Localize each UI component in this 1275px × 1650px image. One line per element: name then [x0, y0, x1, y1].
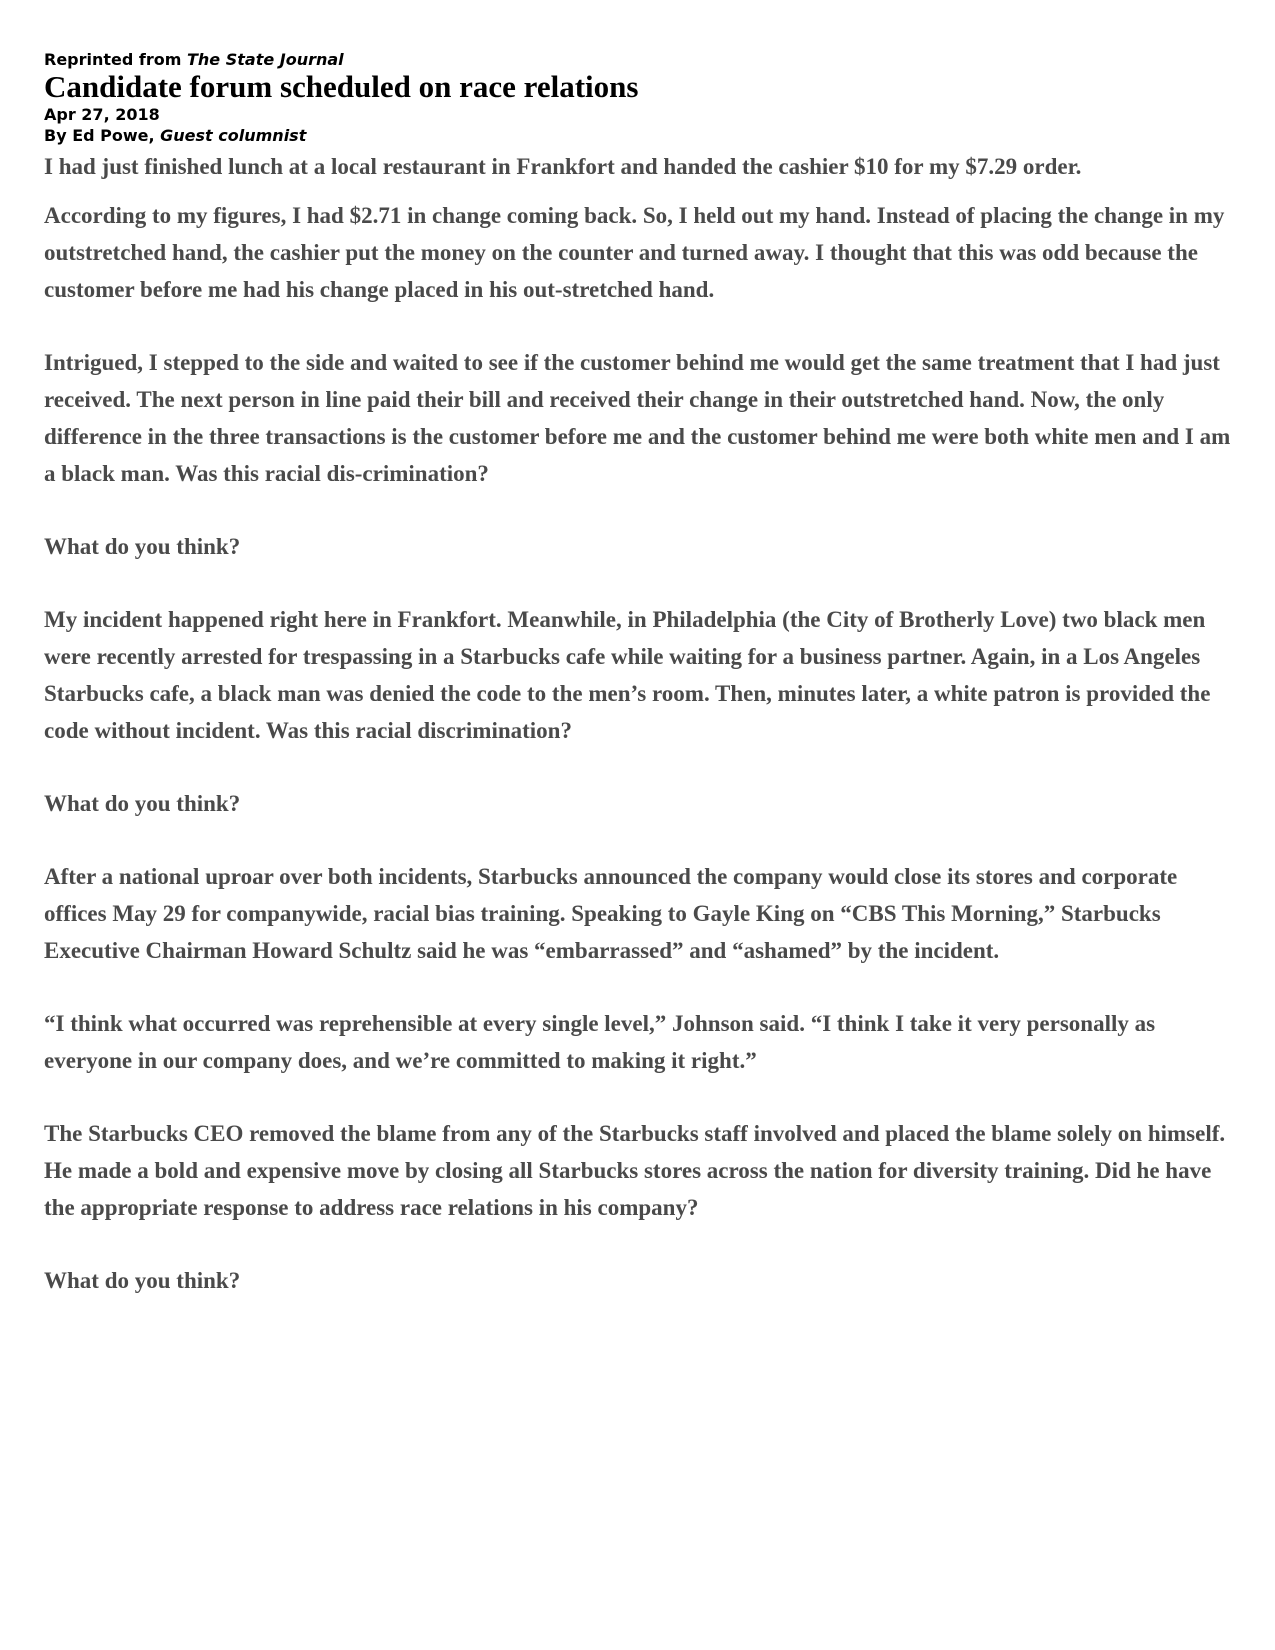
article-headline: Candidate forum scheduled on race relations: [44, 69, 639, 104]
article-paragraph-7: After a national uproar over both incidents, Starbucks announced the company would close its stores and corporate offices May 29 for companywide, racial bias training. Speaking to Gayle King on “CBS This Morning,” Starbucks Executive Chairman Howard Schultz said he was “embarrassed” and “ashamed” by the incident.: [44, 864, 1178, 963]
reprint-prefix: Reprinted from: [44, 50, 187, 69]
article-date: Apr 27, 2018: [44, 105, 160, 124]
article-paragraph-8: “I think what occurred was reprehensible at every single level,” Johnson said. “I think I take it very personally as everyone in our company does, and we’re committed to making it right.”: [44, 1011, 1156, 1073]
article-paragraph-5: My incident happened right here in Frankfort. Meanwhile, in Philadelphia (the City of Brotherly Love) two black men were recently arrested for trespassing in a Starbucks cafe while waiting for a business partner. Again, in a Los Angeles Starbucks cafe, a black man was denied the code to the men’s room. Then, minutes later, a white patron is provided the code without incident. Was this racial discrimination?: [44, 607, 1211, 743]
article-paragraph-4: What do you think?: [44, 534, 241, 559]
byline-role: Guest columnist: [160, 126, 307, 145]
article-paragraph-2: According to my figures, I had $2.71 in change coming back. So, I held out my hand. Instead of placing the change in my outstretched hand, the cashier put the money on the counter and turned away. I thought that this was odd because the customer before me had his change placed in his out-stretched hand.: [44, 203, 1225, 302]
article-paragraph-6: What do you think?: [44, 791, 241, 816]
reprint-credit: [44, 50, 1234, 70]
article-paragraph-9: The Starbucks CEO removed the blame from any of the Starbucks staff involved and placed the blame solely on himself. He made a bold and expensive move by closing all Starbucks stores across the nation for diversity training. Did he have the appropriate response to address race relations in his company?: [44, 1121, 1226, 1220]
article-paragraph-3: Intrigued, I stepped to the side and waited to see if the customer behind me would get the same treatment that I had just received. The next person in line paid their bill and received their change in their outstretched hand. Now, the only difference in the three transactions is the customer before me and the customer behind me were both white men and I am a black man. Was this racial dis-crimination?: [44, 350, 1231, 486]
article-paragraph-1: I had just finished lunch at a local restaurant in Frankfort and handed the cashier $10 for my $7.29 order.: [44, 154, 1082, 179]
byline-author: By Ed Powe,: [44, 126, 161, 145]
article-page: [44, 50, 1234, 1299]
article-byline: [44, 125, 1234, 146]
article-paragraph-10: What do you think?: [44, 1268, 241, 1293]
publication-name: The State Journal: [187, 50, 344, 69]
